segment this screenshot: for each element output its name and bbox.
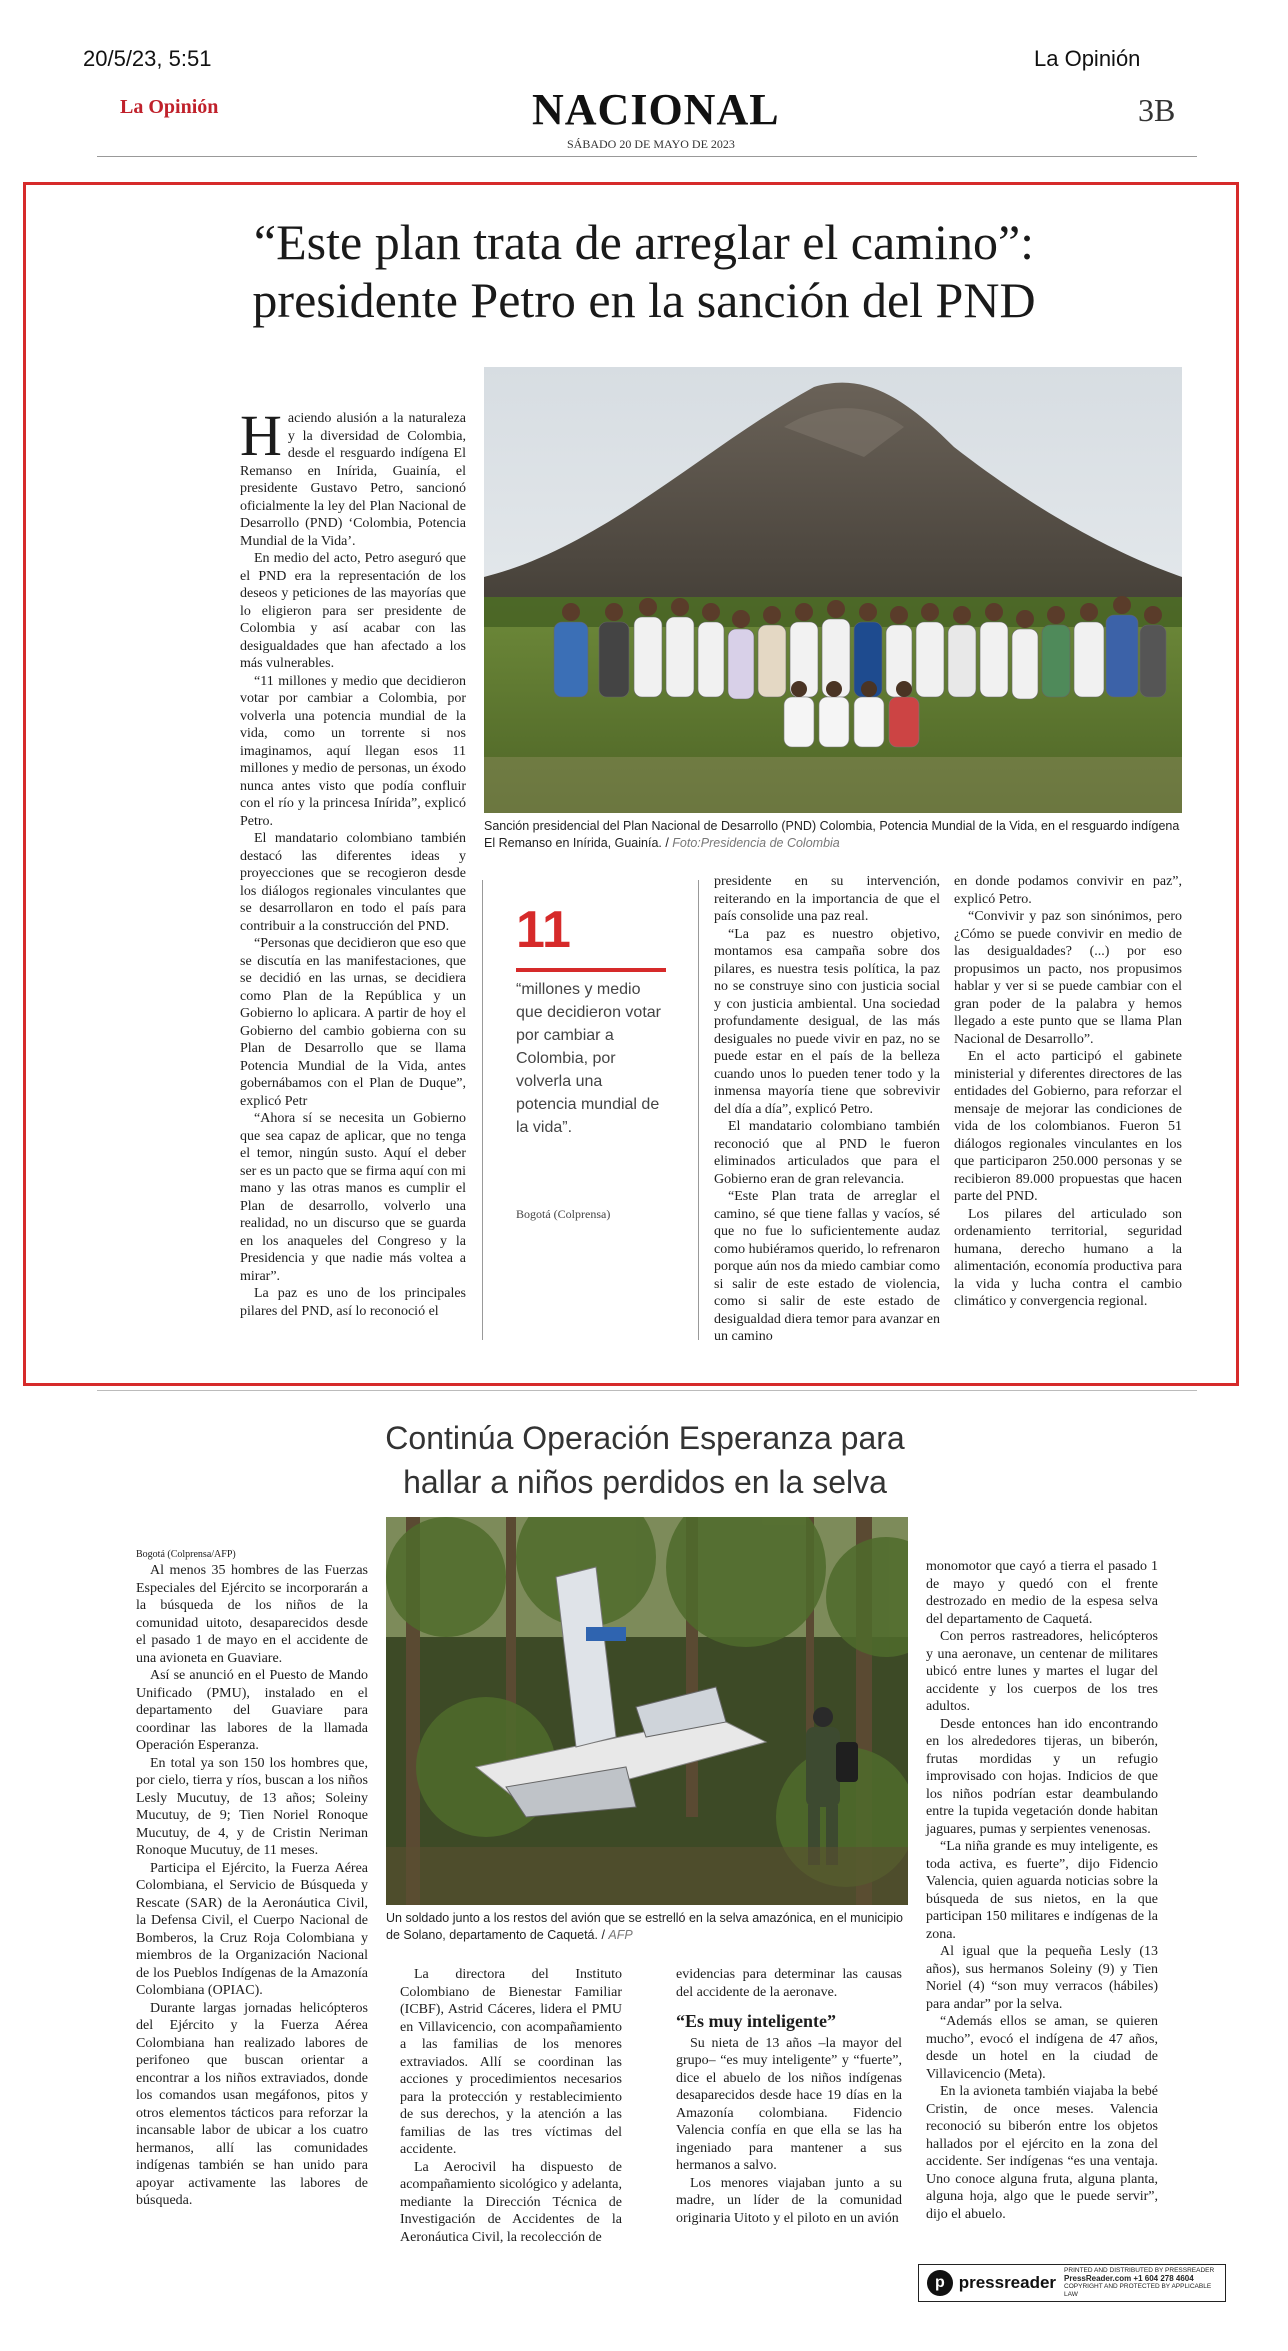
photo-credit: AFP [608, 1928, 633, 1942]
pnd-ceremony-photo [484, 367, 1182, 813]
article2-paragraph: La directora del Instituto Colombiano de Bienestar Familiar (ICBF), Astrid Cáceres, lidera el PMU en Villavicencio, con acompañamiento a las familias de los menores extraviados. Allí se coordinan las acciones y procedimientos necesarios para la protección y restablecimiento de sus derechos, y la atención a las familias de las tres víctimas del accidente. [400, 1967, 622, 2157]
pressreader-badge [918, 2264, 1226, 2302]
article1-paragraph: El mandatario colombiano también destacó las diferentes ideas y proyecciones que se recogieron desde los diálogos regionales vinculantes que se desarrollaron en todo el país para contribuir a la construcción del PND. [240, 831, 466, 934]
print-datetime: 20/5/23, 5:51 [83, 46, 212, 71]
article1-photo-caption: Sanción presidencial del Plan Nacional de Desarrollo (PND) Colombia, Potencia Mundial de la Vida, en el resguardo indígena El Remanso en Inírida, Guainía. / Foto:Presidencia de Colombia [484, 819, 1180, 850]
article2-paragraph: Desde entonces han ido encontrando en los alrededores tijeras, un biberón, frutas mordidas y un refugio improvisado con hojas. Indicios de que los niños podrían estar deambulando entre la tupida vegetación donde habitan jaguares, pumas y serpientes venenosas. [926, 1716, 1158, 1837]
article2-paragraph: En total ya son 150 los hombres que, por cielo, tierra y ríos, buscan a los niños Lesly Mucutuy, de 13 años; Soleiny Mucutuy, de 9; Tien Noriel Ronoque Mucutuy, de 4, y de Cristin Neriman Ronoque Mucutuy, de 11 meses. [136, 1755, 368, 1858]
dropcap: H [240, 403, 282, 468]
callout-rule [516, 968, 666, 972]
article1-paragraph: “11 millones y medio que decidieron votar por cambiar a Colombia, por volverla una potencia mundial de la vida, como un torrente si nos imaginamos, aquí llegan esos 11 millones y medio de personas, un éxodo nunca antes visto que podía confluir con el río y la princesa Inírida”, explicó Petro. [240, 673, 466, 829]
article2-headline-line2: hallar a niños perdidos en la selva [403, 1464, 887, 1500]
article1-paragraph: La paz es uno de los principales pilares del PND, así lo reconoció el [240, 1286, 466, 1319]
newspaper-logo: La Opinión [120, 96, 219, 118]
article1-column-4 [954, 873, 1182, 1311]
article2-paragraph: Su nieta de 13 años –la mayor del grupo– “es muy inteligente” y “fuerte”, dice el abuelo de los niños indígenas desaparecidos desde hace 19 días en la Amazonía colombiana. Fidencio Valencia confía en que ella se las ha ingeniado para mantener a sus hermanos a salvo. [676, 2035, 902, 2173]
article2-photo-caption: Un soldado junto a los restos del avión que se estrelló en la selva amazónica, en el municipio de Solano, departamento de Caquetá. / AFP [386, 1911, 903, 1942]
article2-byline: Bogotá (Colprensa/AFP) [136, 1549, 236, 1560]
article2-paragraph: Así se anunció en el Puesto de Mando Unificado (PMU), instalado en el departamento del Guaviare para coordinar las labores de la llamada Operación Esperanza. [136, 1668, 368, 1753]
plane-wreck-photo [386, 1517, 908, 1905]
article2-headline-line1: Continúa Operación Esperanza para [385, 1420, 905, 1456]
article2-headline [150, 1416, 1140, 1504]
article2-paragraph: La Aerocivil ha dispuesto de acompañamiento sicológico y adelanta, mediante la Dirección Técnica de Investigación de Accidentes de la Aeronáutica Civil, la recolección de [400, 2159, 622, 2245]
article-separator [97, 1390, 1197, 1391]
article2-column-1 [136, 1548, 368, 2210]
masthead-rule [97, 156, 1197, 157]
section-title: NACIONAL [532, 85, 780, 134]
pressreader-legal: PRINTED AND DISTRIBUTED BY PRESSREADER PressReader.com +1 604 278 4604 COPYRIGHT AND PROTECTED BY APPLICABLE LAW [1064, 2267, 1215, 2298]
article2-paragraph: monomotor que cayó a tierra el pasado 1 de mayo y quedó con el frente destrozado en medio de la espesa selva del departamento de Caquetá. [926, 1559, 1158, 1627]
column-divider [698, 880, 699, 1340]
article2-column-3 [676, 1966, 902, 2227]
article2-paragraph: En la avioneta también viajaba la bebé Cristin, de once meses. Valencia reconoció su biberón entre los objetos hallados por el ejército en la zona del accidente. Ser indígenas “es una ventaja. Uno conoce alguna fruta, alguna planta, alguna hoja, algo que le puede servir”, dijo el abuelo. [926, 2084, 1158, 2222]
article1-column-3 [714, 873, 940, 1346]
mountain-group-photo-illustration [484, 367, 1182, 813]
article1-paragraph: “Ahora sí se necesita un Gobierno que sea capaz de aplicar, que no tenga el temor, ningún susto. Aquí el deber ser es un pacto que se firma aquí con mi mano y las otras manos es cumplir el Plan de desarrollo, volverlo una realidad, no un discurso que se guarda en los anaqueles del Congreso y la Presidencia y que nadie más voltea a mirar”. [240, 1111, 466, 1284]
article1-headline [100, 213, 1188, 329]
article1-paragraph: En medio del acto, Petro aseguró que el PND era la representación de los deseos y peticiones de las mayorías que lo eligieron para ser presidente de Colombia y así acabar con las desigualdades que han afectado a los más vulnerables. [240, 551, 466, 671]
pressreader-brand: pressreader [958, 2273, 1057, 2292]
article1-headline-line2: presidente Petro en la sanción del PND [252, 272, 1036, 328]
article1-paragraph: El mandatario colombiano también reconoció que al PND le fueron eliminados articulados que para el Gobierno eran de gran relevancia. [714, 1119, 940, 1187]
article1-paragraph: En el acto participó el gabinete ministerial y diferentes directores de las entidades del Gobierno, para reforzar el mensaje de mejorar las condiciones de vida de los colombianos. Fueron 51 diálogos regionales vinculantes en los que participaron 250.000 personas y se recibieron 89.000 propuestas que hacen parte del PND. [954, 1049, 1182, 1204]
pressreader-logo-icon: p [927, 2270, 953, 2296]
article1-paragraph: Los pilares del articulado son ordenamiento territorial, seguridad humana, derecho humano a la alimentación, economía productiva para la vida y lucha contra el cambio climático y convergencia regional. [954, 1206, 1182, 1309]
photo-credit: Foto:Presidencia de Colombia [672, 836, 840, 850]
article1-headline-line1: “Este plan trata de arreglar el camino”: [253, 214, 1035, 270]
article2-paragraph: Durante largas jornadas helicópteros del Ejército y la Fuerza Aérea Colombiana han realizado labores de perifoneo que buscan orientar a encontrar a los niños extraviados, donde los comandos usan megáfonos, pitos y otros elementos tácticos para reforzar la incansable labor de ubicar a los cuatro hermanos, allí las comunidades indígenas también se han unido para apoyar activamente las labores de búsqueda. [136, 2000, 368, 2208]
jungle-wreck-photo-illustration [386, 1517, 908, 1905]
page-number: 3B [1138, 92, 1176, 128]
article2-paragraph: Al menos 35 hombres de las Fuerzas Especiales del Ejército se incorporarán a la búsqueda de los niños de la comunidad uitoto, desaparecidos desde el pasado 1 de mayo en el accidente de una avioneta en Guaviare. [136, 1563, 368, 1666]
issue-date: SÁBADO 20 DE MAYO DE 2023 [567, 137, 735, 151]
callout-quote: “millones y medio que decidieron votar por cambiar a Colombia, por volverla una potencia mundial de la vida”. [516, 981, 661, 1136]
article1-paragraph: “La paz es nuestro objetivo, montamos esa campaña sobre dos pilares, es nuestra tesis política, la paz no se construye sino con justicia social y con justicia ambiental. Una sociedad profundamente desigual, de las más desiguales no puede vivir en paz, no se puede estar en el país de la belleza cuando unos lo pueden tener todo y la inmensa mayoría tiene que sobrevivir del día a día”, explicó Petro. [714, 926, 940, 1117]
column-divider [482, 880, 483, 1340]
article2-column-2 [400, 1966, 622, 2246]
article1-paragraph: en donde podamos convivir en paz”, explicó Petro. [954, 874, 1182, 907]
article1-column-1 [240, 403, 466, 1320]
callout-number: 11 [516, 901, 571, 959]
article2-column-4 [926, 1558, 1158, 2223]
article1-byline: Bogotá (Colprensa) [516, 1207, 611, 1221]
article2-paragraph: Al igual que la pequeña Lesly (13 años), sus hermanos Soleiny (9) y Tien Noriel (4) “son muy verracos (hábiles) para andar” por la selva. [926, 1944, 1158, 2012]
article1-paragraph: Haciendo alusión a la naturaleza y la diversidad de Colombia, desde el resguardo indígena El Remanso en Inírida, Guainía, el presidente Gustavo Petro, sancionó oficialmente la ley del Plan Nacional de Desarrollo (PND) ‘Colombia, Potencia Mundial de la Vida’. [240, 403, 466, 549]
article2-paragraph: evidencias para determinar las causas del accidente de la aeronave. [676, 1967, 902, 2000]
article2-paragraph: “La niña grande es muy inteligente, es toda activa, es fuerte”, dijo Fidencio Valencia, quien aguarda noticias sobre la búsqueda de sus nietos, en la que participan 150 militares e indígenas de la zona. [926, 1839, 1158, 1942]
print-source: La Opinión [1034, 46, 1141, 71]
article2-paragraph: Los menores viajaban junto a su madre, un líder de la comunidad originaria Uitoto y el piloto en un avión [676, 2175, 902, 2226]
article2-paragraph: Participa el Ejército, la Fuerza Aérea Colombiana, el Servicio de Búsqueda y Rescate (SAR) de la Aeronáutica Civil, la Defensa Civil, el Cuerpo Nacional de Bomberos, la Cruz Roja Colombiana y miembros de la Organización Nacional de los Pueblos Indígenas de la Amazonía Colombiana (OPIAC). [136, 1860, 368, 1998]
article1-paragraph: “Convivir y paz son sinónimos, pero ¿Cómo se puede convivir en medio de las desigualdades? (...) por eso propusimos un pacto, nos propusimos hablar y ver si se puede cambiar con el gran poder de la palabra y hemos llegado a este punto que se llama Plan Nacional de Desarrollo”. [954, 909, 1182, 1047]
article1-paragraph: presidente en su intervención, reiterando en la importancia de que el país consolide una paz real. [714, 874, 940, 924]
article1-paragraph: “Personas que decidieron que eso que se discutía en las manifestaciones, que se decidió en las urnas, se decidiera como Plan de la República y un Gobierno lo aplicara. A partir de hoy el Gobierno del cambio gobierna con su Plan de Desarrollo que se llama Potencia Mundial de la Vida, antes gobernábamos con el Plan de Duque”, explicó Petr [240, 936, 466, 1109]
article2-paragraph: Con perros rastreadores, helicópteros y una aeronave, un centenar de militares ubicó entre lunes y martes el lugar del accidente y los cuerpos de los tres adultos. [926, 1629, 1158, 1714]
article2-paragraph: “Además ellos se aman, se quieren mucho”, evocó el indígena de 47 años, desde un hotel en la ciudad de Villavicencio (Meta). [926, 2014, 1158, 2082]
article1-paragraph: “Este Plan trata de arreglar el camino, sé que tiene fallas y vacíos, sé que no fue lo suficientemente audaz como hubiéramos querido, lo refrenaron porque aún nos da miedo cambiar como si salir de este estado de violencia, como si salir de este estado de desigualdad diera temor para avanzar en un camino [714, 1189, 940, 1344]
article2-subhead: “Es muy inteligente” [676, 2011, 836, 2031]
